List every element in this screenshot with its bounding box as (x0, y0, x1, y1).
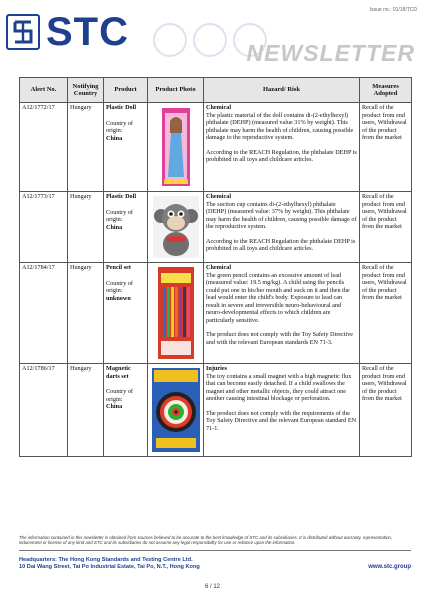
website-link[interactable]: www.stc.group (368, 564, 411, 570)
alerts-table (19, 77, 412, 457)
measures-adopted: Recall of the product from end users, Withdrawal of the product from the market (360, 192, 412, 263)
table-row (20, 364, 412, 457)
headquarters-label: Headquarters: The Hong Kong Standards and Testing Centre Ltd. (19, 557, 193, 563)
hazard-description: The toy contains a small magnet with a high magnetic flux that can become easily detached. If a child swallows the magnet and other metallic objects, they could attract one another causing intestinal blockage or perforation. (206, 372, 352, 402)
disclaimer-text: The information contained in this newsletter is obtained from sources believed to be accurate to the best knowledge of STC and its subsidiaries. It is distributed without warranty, representation, inducement or license of any kind and STC and its subsidiaries do not assume any legal responsibility for use or reliance upon the information. (19, 535, 393, 546)
column-header-photo: Product Photo (148, 78, 204, 103)
product-photo-cell (148, 192, 204, 263)
notifying-country: Hungary (68, 103, 104, 192)
product-name: Pencil set (106, 264, 131, 271)
notifying-country: Hungary (68, 364, 104, 457)
hazard-cell (204, 103, 360, 192)
product-cell (104, 103, 148, 192)
origin-value: China (106, 223, 123, 231)
hazard-title: Chemical (206, 264, 232, 271)
origin-label: Country of origin: (106, 119, 133, 134)
measures-adopted: Recall of the product from end users, Withdrawal of the product from the market (360, 263, 412, 364)
notifying-country: Hungary (68, 192, 104, 263)
origin-value: unknown (106, 294, 131, 302)
product-cell (104, 192, 148, 263)
product-name: Plastic Doll (106, 193, 137, 200)
product-cell (104, 364, 148, 457)
hazard-description: The plastic material of the doll contains di-(2-ethylhexyl) phthalate (DEHP) (measured value 31% by weight). This phthalate may harm the health of children, causing possible damage to the reproductive system. (206, 111, 354, 141)
origin-label: Country of origin: (106, 208, 133, 223)
hazard-title: Chemical (206, 193, 232, 200)
issue-number: Issue no.: 01/18/TCD (369, 7, 417, 13)
page-number: 6 / 12 (204, 584, 220, 590)
hazard-cell (204, 263, 360, 364)
hazard-cell (204, 364, 360, 457)
origin-label: Country of origin: (106, 279, 133, 294)
alert-number: A12/1773/17 (20, 192, 68, 263)
origin-value: China (106, 134, 123, 142)
monkey-doll-photo (153, 196, 199, 258)
pencil-set-photo (158, 267, 194, 359)
table-row (20, 192, 412, 263)
measures-adopted: Recall of the product from end users, Withdrawal of the product from the market (360, 103, 412, 192)
hazard-regulation: The product does not comply with the Toy Safety Directive and with the relevant European standards EN 71-3. (206, 331, 354, 346)
footer-divider (19, 550, 411, 551)
alert-number: A12/1786/17 (20, 364, 68, 457)
hazard-title: Injuries (206, 365, 227, 372)
product-name: Magnetic darts set (106, 365, 131, 380)
newsletter-title: NEWSLETTER (246, 40, 415, 66)
product-photo-cell (148, 263, 204, 364)
column-header-measures: Measures Adopted (360, 78, 412, 103)
hazard-regulation: The product does not comply with the requirements of the Toy Safety Directive and the relevant European standard EN 71-1. (206, 409, 357, 432)
headquarters-address: 10 Dai Wang Street, Tai Po Industrial Estate, Tai Po, N.T., Hong Kong (19, 564, 200, 570)
hazard-regulation: According to the REACH Regulation, the phthalate DEHP is prohibited in all toys and childcare articles. (206, 148, 357, 163)
hazard-cell (204, 192, 360, 263)
stc-emblem-icon (10, 18, 36, 46)
product-name: Plastic Doll (106, 104, 137, 111)
column-header-country: Notifying Country (68, 78, 104, 103)
column-header-product: Product (104, 78, 148, 103)
product-photo-cell (148, 103, 204, 192)
hazard-title: Chemical (206, 104, 232, 111)
measures-adopted: Recall of the product from end users, Withdrawal of the product from the market (360, 364, 412, 457)
notifying-country: Hungary (68, 263, 104, 364)
hazard-regulation: According to the REACH Regulation the phthalate DEHP is prohibited in all toys and childcare articles. (206, 237, 356, 252)
table-header-row (20, 78, 412, 103)
page-header (0, 0, 425, 72)
headquarters-block (19, 557, 200, 571)
hazard-description: The suction cup contains di-(2-ethylhexyl) phthalate (DEHP) (measured value: 37% by weight). This phthalate may harm the health of children, causing possible damage of the reproductive system. (206, 200, 357, 230)
product-photo-cell (148, 364, 204, 457)
stc-logo-text: STC (46, 10, 129, 54)
hazard-description: The green pencil contains an excessive amount of lead (measured value: 19.5 mg/kg). A child using the pencils could put one in his/her mouth and suck on it and then the lead would enter the child's body. Exposure to lead can result in severe and irreversible neuro-behavioural and neuro-developmental effects to which children are particularly sensitive. (206, 271, 350, 324)
stc-logo-mark (6, 14, 40, 50)
dartboard-photo (152, 368, 200, 452)
product-cell (104, 263, 148, 364)
column-header-alert: Alert No. (20, 78, 68, 103)
alert-number: A12/1772/17 (20, 103, 68, 192)
origin-value: China (106, 403, 123, 410)
origin-label: Country of origin: (106, 388, 133, 403)
table-row (20, 263, 412, 364)
table-row (20, 103, 412, 192)
doll-box-photo (161, 107, 191, 187)
alert-number: A12/1784/17 (20, 263, 68, 364)
column-header-hazard: Hazard/ Risk (204, 78, 360, 103)
